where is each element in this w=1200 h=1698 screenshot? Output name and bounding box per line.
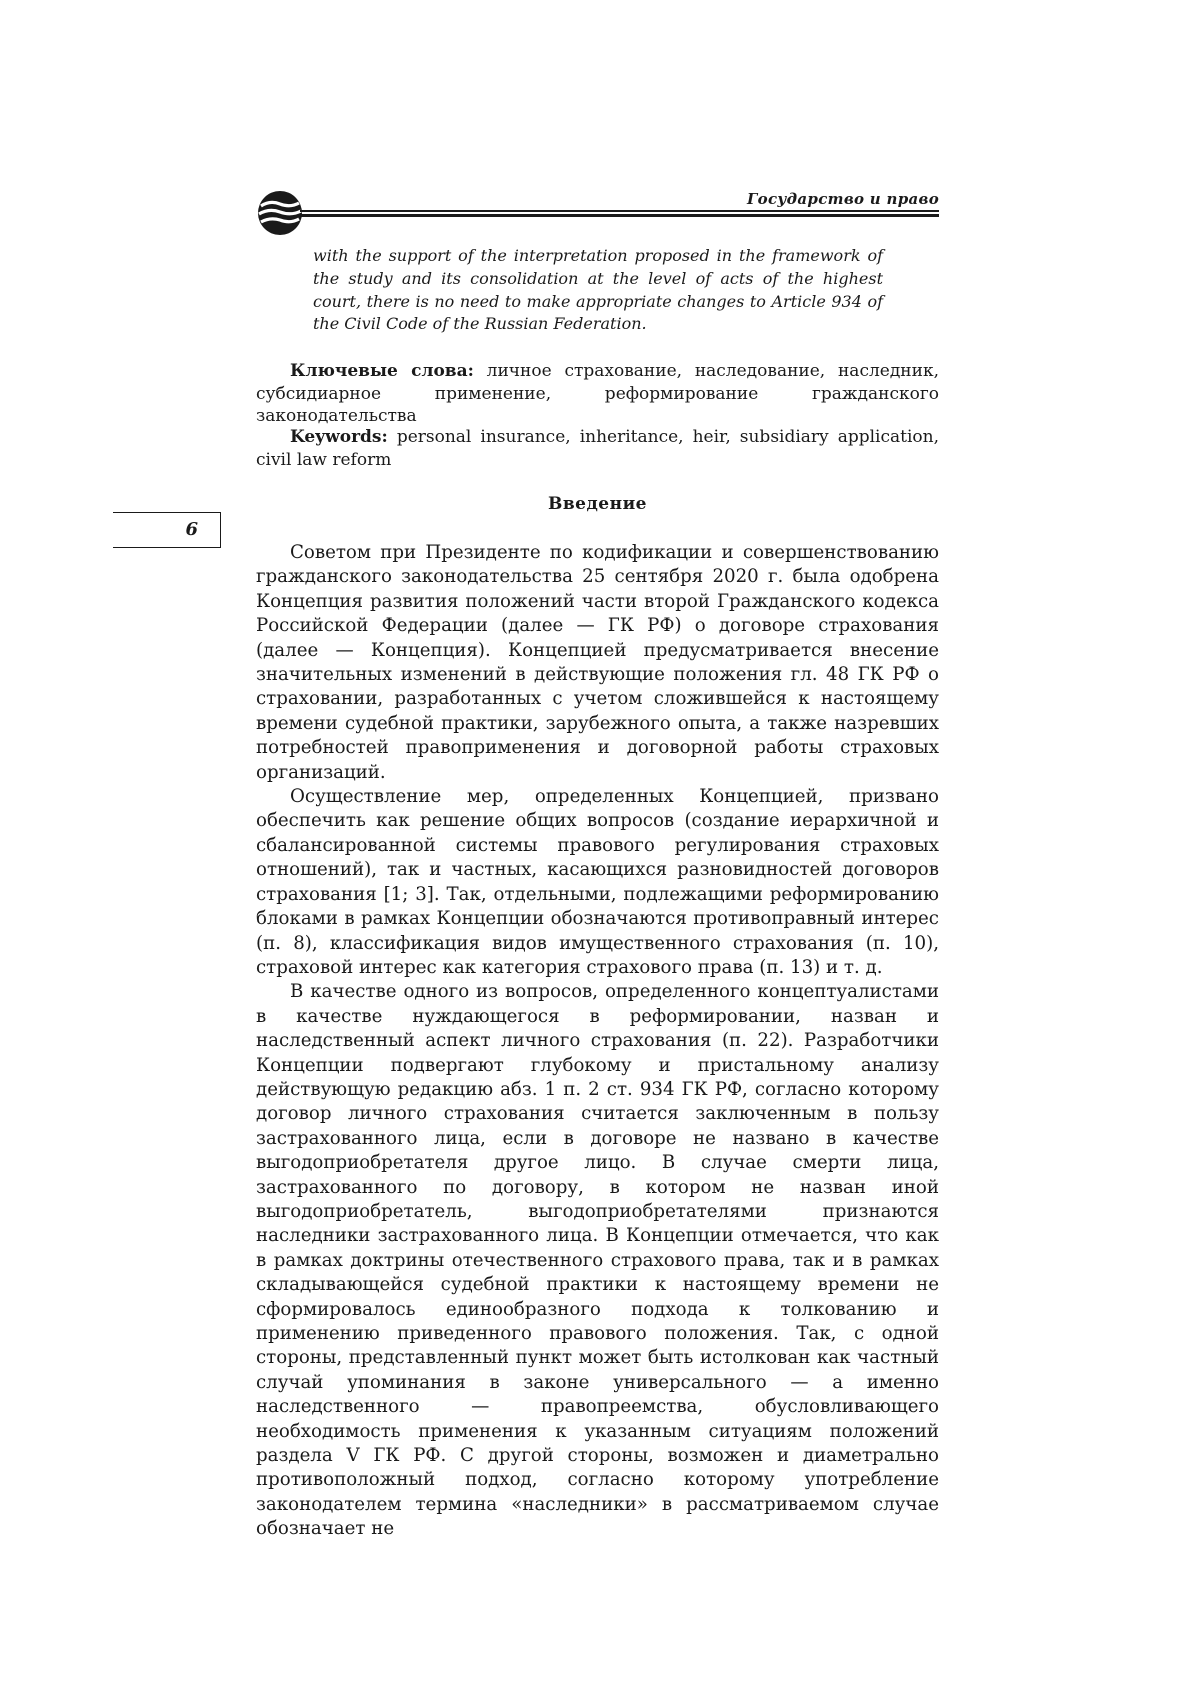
- keywords-ru: [256, 360, 939, 428]
- section-title: Введение: [547, 494, 647, 514]
- keywords-en-text: personal insurance, inheritance, heir, subsidiary application, civil law reform: [256, 427, 939, 470]
- paragraph: Советом при Президенте по кодификации и совершенствованию гражданского законодательства 25 сентября 2020 г. была одобрена Концепция развития положений части второй Гражданского кодекса Российской Федерации (далее — ГК РФ) о договоре страхования (далее — Концепция). Концепцией предусматривается внесение значительных изменений в действующие положения гл. 48 ГК РФ о страховании, разработанных с учетом сложившейся к настоящему времени судебной практики, зарубежного опыта, а также назревших потребностей правоприменения и договорной работы страховых организаций.: [256, 542, 939, 783]
- header-rule-thick: [300, 214, 939, 217]
- wave-globe-icon: [256, 189, 304, 237]
- abstract-text: with the support of the interpretation proposed in the framework of the study and its consolidation at the level of acts of the highest court, there is no need to make appropriate changes to Article 934 of the Civil Code of the Russian Federation.: [313, 246, 883, 334]
- page-number: 6: [185, 519, 198, 540]
- abstract-continuation: [313, 245, 883, 336]
- keywords-ru-label: Ключевые слова:: [290, 361, 474, 381]
- paragraph: В качестве одного из вопросов, определенного концептуалистами в качестве нуждающегося в реформировании, назван и наследственный аспект личного страхования (п. 22). Разработчики Концепции подвергают глубокому и пристальному анализу действующую редакцию абз. 1 п. 2 ст. 934 ГК РФ, согласно которому договор личного страхования считается заключенным в пользу застрахованного лица, если в договоре не названо в качестве выгодоприобретателя другое лицо. В случае смерти лица, застрахованного по договору, в котором не назван иной выгодоприобретатель, выгодоприобретателями признаются наследники застрахованного лица. В Концепции отмечается, что как в рамках доктрины отечественного страхового права, так и в рамках складывающейся судебной практики к настоящему времени не сформировалось единообразного подхода к толкованию и применению приведенного правового положения. Так, с одной стороны, представленный пункт может быть истолкован как частный случай упоминания в законе универсального — а именно наследственного — правопреемства, обусловливающего необходимость применения к указанным ситуациям положений раздела V ГК РФ. С другой стороны, возможен и диаметрально противоположный подход, согласно которому употребление законодателем термина «наследники» в рассматриваемом случае обозначает не: [256, 981, 939, 1540]
- header-rule-thin: [300, 210, 939, 212]
- keywords-ru-text: личное страхование, наследование, наследник, субсидиарное применение, реформирование гражданского законодательства: [256, 361, 939, 426]
- keywords-en: [256, 426, 939, 471]
- body-text: [256, 541, 939, 1542]
- paragraph: Осуществление мер, определенных Концепцией, призвано обеспечить как решение общих вопросов (создание иерархичной и сбалансированной системы правового регулирования страховых отношений), так и частных, касающихся разновидностей договоров страхования [1; 3]. Так, отдельными, подлежащими реформированию блоками в рамках Концепции обозначаются противоправный интерес (п. 8), классификация видов имущественного страхования (п. 10), страховой интерес как категория страхового права (п. 13) и т. д.: [256, 786, 939, 978]
- keywords-en-label: Keywords:: [290, 427, 388, 447]
- journal-title: Государство и право: [747, 190, 939, 208]
- page-number-box: [113, 512, 221, 548]
